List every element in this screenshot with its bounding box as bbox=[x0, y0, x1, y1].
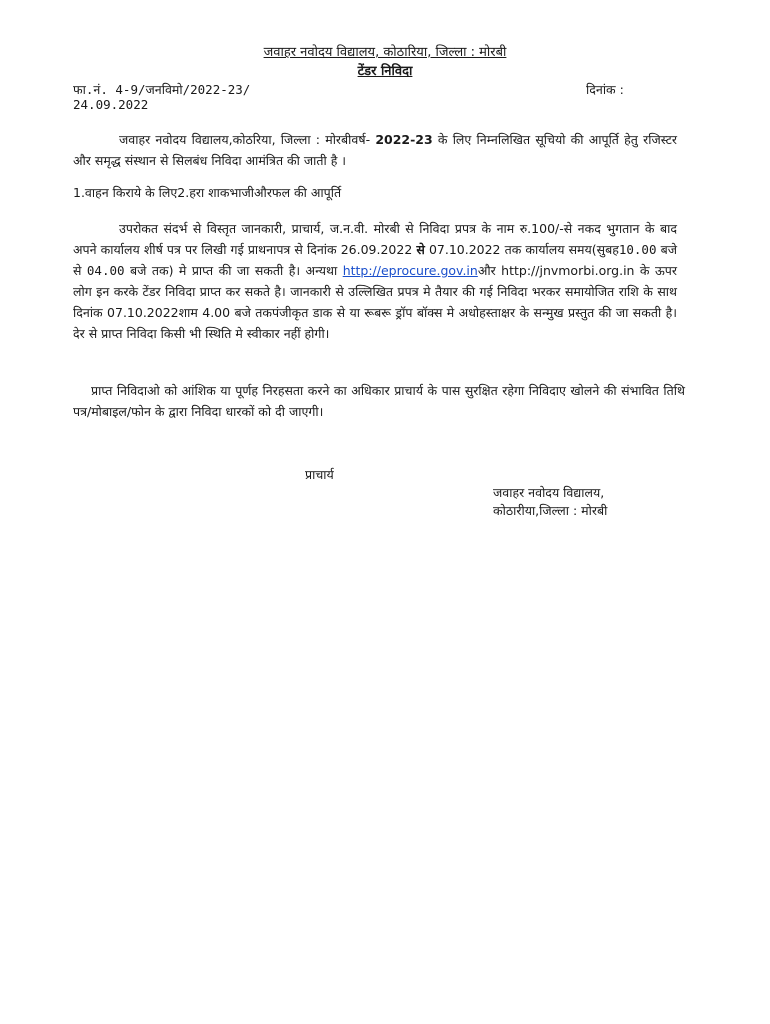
details-se: से bbox=[416, 242, 425, 257]
details-text-d: बजे तक) मे प्राप्त की जा सकती है। अन्यथा bbox=[124, 263, 343, 278]
intro-text-a: जवाहर नवोदय विद्यालय,कोठरिया, जिल्ला : मोरबीवर्ष- bbox=[119, 132, 376, 147]
school-header-line: जवाहर नवोदय विद्यालय, कोठारिया, जिल्ला : मोरबी bbox=[263, 45, 507, 60]
details-text-c: बजे से bbox=[73, 242, 677, 278]
signature-title: प्राचार्य bbox=[305, 467, 334, 482]
details-text-e: और http://jnvmorbi.org.in के ऊपर लोग इन करके टेंडर निविदा प्राप्त कर सकते है। जानकारी से उल्लिखित प्रपत्र मे तैयार की गई निविदा भरकर समायोजित राशि के साथ दिनांक 07.10.2022शाम 4.00 बजे तकपंजीकृत डाक से या रूबरू ड्रॉप बॉक्स मे अधोहस्ताक्षर के सन्मुख प्रस्तुत की जा सकती है। देर से प्राप्त निविदा किसी भी स्थिति मे स्वीकार नहीं होगी। bbox=[73, 263, 677, 341]
reference-number: फा.नं. 4-9/जनविमो/2022-23/ bbox=[73, 82, 251, 97]
intro-paragraph bbox=[73, 129, 677, 171]
date-label: दिनांक : bbox=[586, 82, 624, 97]
date-value: 24.09.2022 bbox=[73, 97, 149, 112]
signature-school: जवाहर नवोदय विद्यालय, bbox=[493, 485, 605, 500]
details-text-b: 07.10.2022 तक कार्यालय समय(सुबह bbox=[424, 242, 619, 257]
rights-paragraph: प्राप्त निविदाओ को आंशिक या पूर्णह निरहसता करने का अधिकार प्राचार्य के पास सुरक्षित रहेगा निविदाए खोलने की संभावित तिथि पत्र/मोबाइल/फोन के द्वारा निविदा धारकों को दी जाएगी। bbox=[73, 383, 685, 419]
document-title: टेंडर निविदा bbox=[357, 64, 413, 79]
details-text-a: उपरोकत संदर्भ से विस्तृत जानकारी, प्राचार्य, ज.न.वी. मोरबी से निविदा प्रपत्र के नाम रु.100/-से नकद भुगतान के बाद अपने कार्यालय शीर्ष पत्र पर लिखी गई प्राथनापत्र से दिनांक 26.09.2022 bbox=[73, 221, 677, 257]
office-time-end: 04.00 bbox=[86, 263, 125, 278]
details-paragraph bbox=[73, 218, 677, 344]
office-time-start: 10.00 bbox=[618, 242, 657, 257]
intro-text-b: के लिए निम्नलिखित सूचियो की आपूर्ति हेतु रजिस्टर और समृद्ध संस्थान से सिलबंध निविदा आमंत्रित की जाती है । bbox=[73, 132, 677, 168]
eprocure-link[interactable]: http://eprocure.gov.in bbox=[342, 263, 478, 278]
signature-location: कोठारीया,जिल्ला : मोरबी bbox=[493, 503, 608, 518]
items-list-paragraph: 1.वाहन किराये के लिए2.हरा शाकभाजीऔरफल की आपूर्ति bbox=[73, 185, 342, 200]
academic-year: 2022-23 bbox=[375, 132, 433, 147]
